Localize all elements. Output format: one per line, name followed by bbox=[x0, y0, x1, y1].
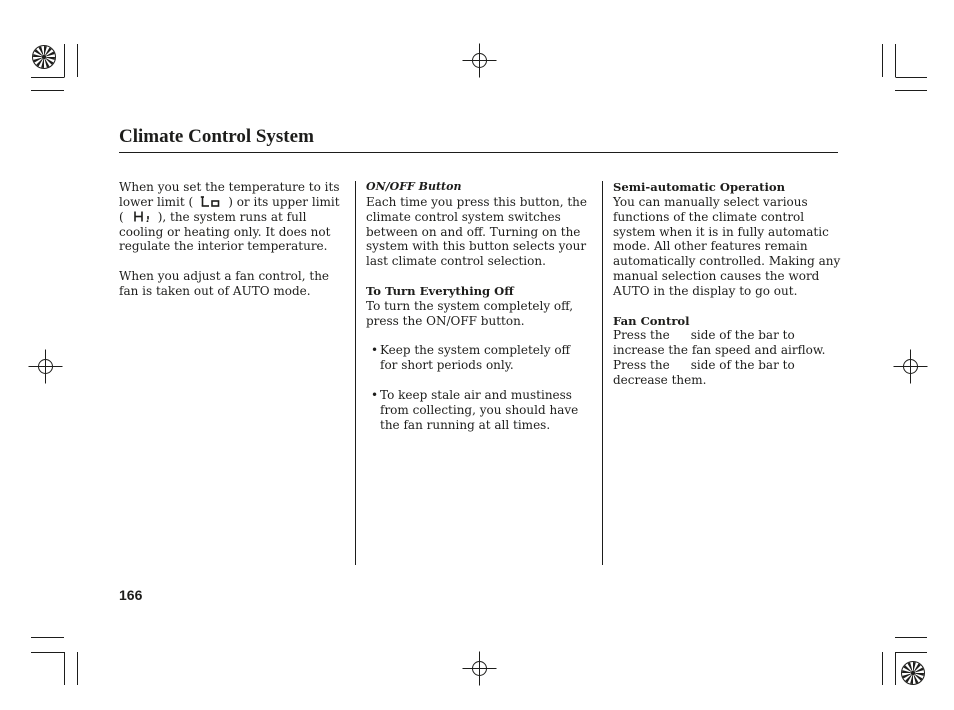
text-line: from collecting, you should have bbox=[380, 402, 579, 417]
crop-marks-bottom-right bbox=[883, 638, 928, 686]
bullet-item bbox=[366, 343, 598, 373]
paragraph-spacer bbox=[613, 299, 845, 314]
paragraph-spacer bbox=[119, 254, 351, 269]
text-line: You can manually select various bbox=[613, 194, 808, 209]
text-line: manual selection causes the word bbox=[613, 269, 820, 284]
text-line: When you set the temperature to its bbox=[119, 180, 340, 194]
text-line: last climate control selection. bbox=[366, 254, 546, 269]
text-line: climate control system switches bbox=[366, 209, 561, 224]
section-heading-semi-automatic: Semi-automatic Operation bbox=[613, 180, 786, 194]
hi-display-icon bbox=[133, 211, 153, 222]
text-line: automatically controlled. Making any bbox=[613, 254, 841, 269]
text-line: functions of the climate control bbox=[613, 209, 805, 224]
text-line: Keep the system completely off bbox=[380, 343, 571, 358]
semi-automatic-paragraph bbox=[613, 195, 845, 299]
text-line: Each time you press this button, the bbox=[366, 194, 587, 209]
text-line: mode. All other features remain bbox=[613, 239, 808, 254]
text-line: regulate the interior temperature. bbox=[119, 239, 328, 254]
temperature-limit-paragraph bbox=[119, 180, 351, 254]
text-line: system when it is in fully automatic bbox=[613, 224, 829, 239]
text-line: for short periods only. bbox=[380, 358, 514, 373]
text-line: When you adjust a fan control, the bbox=[119, 269, 330, 284]
paragraph-spacer bbox=[366, 269, 598, 284]
column-2 bbox=[366, 180, 598, 432]
section-heading-onoff: ON/OFF Button bbox=[366, 180, 462, 193]
text-line: increase the fan speed and airflow. bbox=[613, 343, 826, 358]
text-fragment: ), the system runs at full bbox=[157, 209, 307, 224]
registration-crosshair-icon bbox=[463, 652, 497, 686]
text-line: AUTO in the display to go out. bbox=[613, 283, 798, 298]
title-rule bbox=[119, 152, 838, 153]
text-line bbox=[119, 195, 351, 210]
column-divider bbox=[602, 181, 603, 565]
symbol-gap bbox=[670, 329, 691, 339]
text-line: press the ON/OFF button. bbox=[366, 313, 525, 328]
crop-marks-top-right bbox=[883, 44, 928, 91]
symbol-gap bbox=[670, 359, 691, 369]
lo-display-icon bbox=[200, 196, 220, 207]
text-line: between on and off. Turning on the bbox=[366, 224, 581, 239]
text-line: fan is taken out of AUTO mode. bbox=[119, 283, 311, 298]
text-line bbox=[119, 210, 351, 225]
text-line: decrease them. bbox=[613, 372, 707, 387]
page-number: 166 bbox=[119, 587, 143, 603]
page-title: Climate Control System bbox=[119, 126, 314, 147]
text-line: system with this button selects your bbox=[366, 239, 587, 254]
registration-crosshair-icon bbox=[463, 44, 497, 78]
section-heading-fan-control: Fan Control bbox=[613, 313, 690, 328]
column-divider bbox=[355, 181, 356, 565]
bullet-marker: • bbox=[371, 343, 379, 358]
text-line: cooling or heating only. It does not bbox=[119, 224, 331, 239]
column-1 bbox=[119, 180, 351, 299]
text-fragment: ) or its upper limit bbox=[228, 194, 340, 209]
paragraph-spacer bbox=[366, 373, 598, 388]
onoff-paragraph bbox=[366, 195, 598, 269]
bullet-item bbox=[366, 388, 598, 433]
text-fragment: Press the bbox=[613, 358, 670, 373]
text-line: the fan running at all times. bbox=[380, 417, 551, 432]
text-line bbox=[613, 328, 845, 343]
text-line: To keep stale air and mustiness bbox=[380, 387, 572, 402]
crop-marks-top-left bbox=[31, 44, 78, 91]
text-fragment: side of the bar to bbox=[690, 358, 795, 373]
registration-crosshair-icon bbox=[894, 350, 928, 384]
column-3 bbox=[613, 180, 845, 388]
turn-off-paragraph bbox=[366, 299, 598, 329]
text-fragment: ( bbox=[119, 209, 124, 224]
text-fragment: lower limit ( bbox=[119, 194, 194, 209]
registration-sunburst-icon bbox=[33, 46, 56, 69]
registration-crosshair-icon bbox=[29, 350, 63, 384]
registration-sunburst-icon bbox=[902, 662, 925, 685]
text-line bbox=[613, 358, 845, 373]
fan-auto-paragraph bbox=[119, 269, 351, 299]
paragraph-spacer bbox=[366, 328, 598, 343]
text-line: To turn the system completely off, bbox=[366, 298, 574, 313]
crop-marks-bottom-left bbox=[31, 638, 78, 686]
section-heading-turn-off: To Turn Everything Off bbox=[366, 283, 514, 298]
fan-control-paragraph bbox=[613, 328, 845, 387]
text-fragment: Press the bbox=[613, 328, 670, 343]
text-fragment: side of the bar to bbox=[690, 328, 795, 343]
bullet-marker: • bbox=[371, 387, 379, 402]
